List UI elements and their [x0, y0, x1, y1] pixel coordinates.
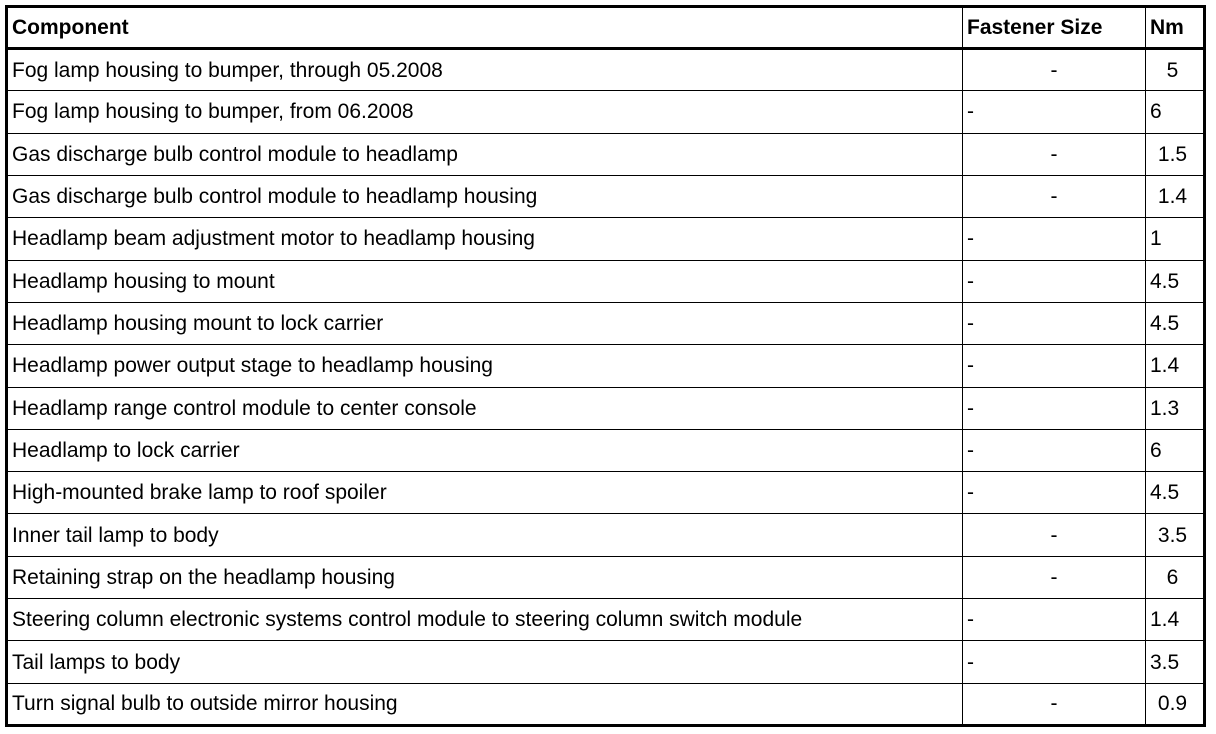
component-cell: Headlamp beam adjustment motor to headlamp housing	[7, 218, 963, 260]
nm-cell: 1	[1146, 218, 1205, 260]
nm-cell: 6	[1146, 91, 1205, 133]
component-cell: Gas discharge bulb control module to headlamp housing	[7, 175, 963, 217]
fastener-size-cell: -	[963, 599, 1146, 641]
nm-cell: 5	[1146, 49, 1205, 91]
table-row	[7, 472, 1205, 514]
fastener-size-cell: -	[963, 91, 1146, 133]
table-row	[7, 641, 1205, 683]
table-row	[7, 133, 1205, 175]
fastener-size-cell: -	[963, 175, 1146, 217]
fastener-size-cell: -	[963, 556, 1146, 598]
nm-cell: 6	[1146, 429, 1205, 471]
component-cell: Headlamp to lock carrier	[7, 429, 963, 471]
fastener-size-cell: -	[963, 49, 1146, 91]
component-cell: Fog lamp housing to bumper, through 05.2008	[7, 49, 963, 91]
fastener-size-cell: -	[963, 218, 1146, 260]
component-cell: Steering column electronic systems control module to steering column switch module	[7, 599, 963, 641]
nm-cell: 3.5	[1146, 514, 1205, 556]
nm-cell: 4.5	[1146, 472, 1205, 514]
component-cell: High-mounted brake lamp to roof spoiler	[7, 472, 963, 514]
table-row	[7, 302, 1205, 344]
header-fastener-size: Fastener Size	[963, 7, 1146, 49]
fastener-size-cell: -	[963, 641, 1146, 683]
fastener-size-cell: -	[963, 429, 1146, 471]
component-cell: Fog lamp housing to bumper, from 06.2008	[7, 91, 963, 133]
fastener-size-cell: -	[963, 683, 1146, 725]
fastener-size-cell: -	[963, 260, 1146, 302]
nm-cell: 4.5	[1146, 260, 1205, 302]
component-cell: Headlamp housing mount to lock carrier	[7, 302, 963, 344]
table-row	[7, 91, 1205, 133]
table-row	[7, 683, 1205, 725]
table-row	[7, 387, 1205, 429]
component-cell: Headlamp power output stage to headlamp housing	[7, 345, 963, 387]
table-row	[7, 556, 1205, 598]
nm-cell: 1.3	[1146, 387, 1205, 429]
nm-cell: 6	[1146, 556, 1205, 598]
table-row	[7, 429, 1205, 471]
header-row	[7, 7, 1205, 49]
table-row	[7, 514, 1205, 556]
nm-cell: 4.5	[1146, 302, 1205, 344]
component-cell: Tail lamps to body	[7, 641, 963, 683]
nm-cell: 1.4	[1146, 345, 1205, 387]
fastener-size-cell: -	[963, 514, 1146, 556]
component-cell: Headlamp range control module to center console	[7, 387, 963, 429]
nm-cell: 3.5	[1146, 641, 1205, 683]
fastener-size-cell: -	[963, 387, 1146, 429]
nm-cell: 1.4	[1146, 175, 1205, 217]
fastener-size-cell: -	[963, 345, 1146, 387]
component-cell: Retaining strap on the headlamp housing	[7, 556, 963, 598]
table-row	[7, 345, 1205, 387]
header-nm: Nm	[1146, 7, 1205, 49]
fastener-size-cell: -	[963, 302, 1146, 344]
table-row	[7, 218, 1205, 260]
fastener-size-cell: -	[963, 472, 1146, 514]
component-cell: Inner tail lamp to body	[7, 514, 963, 556]
table-row	[7, 599, 1205, 641]
table-row	[7, 175, 1205, 217]
torque-spec-table	[5, 5, 1206, 727]
table-row	[7, 49, 1205, 91]
fastener-size-cell: -	[963, 133, 1146, 175]
nm-cell: 1.5	[1146, 133, 1205, 175]
component-cell: Turn signal bulb to outside mirror housing	[7, 683, 963, 725]
nm-cell: 0.9	[1146, 683, 1205, 725]
header-component: Component	[7, 7, 963, 49]
table-row	[7, 260, 1205, 302]
component-cell: Gas discharge bulb control module to headlamp	[7, 133, 963, 175]
nm-cell: 1.4	[1146, 599, 1205, 641]
component-cell: Headlamp housing to mount	[7, 260, 963, 302]
